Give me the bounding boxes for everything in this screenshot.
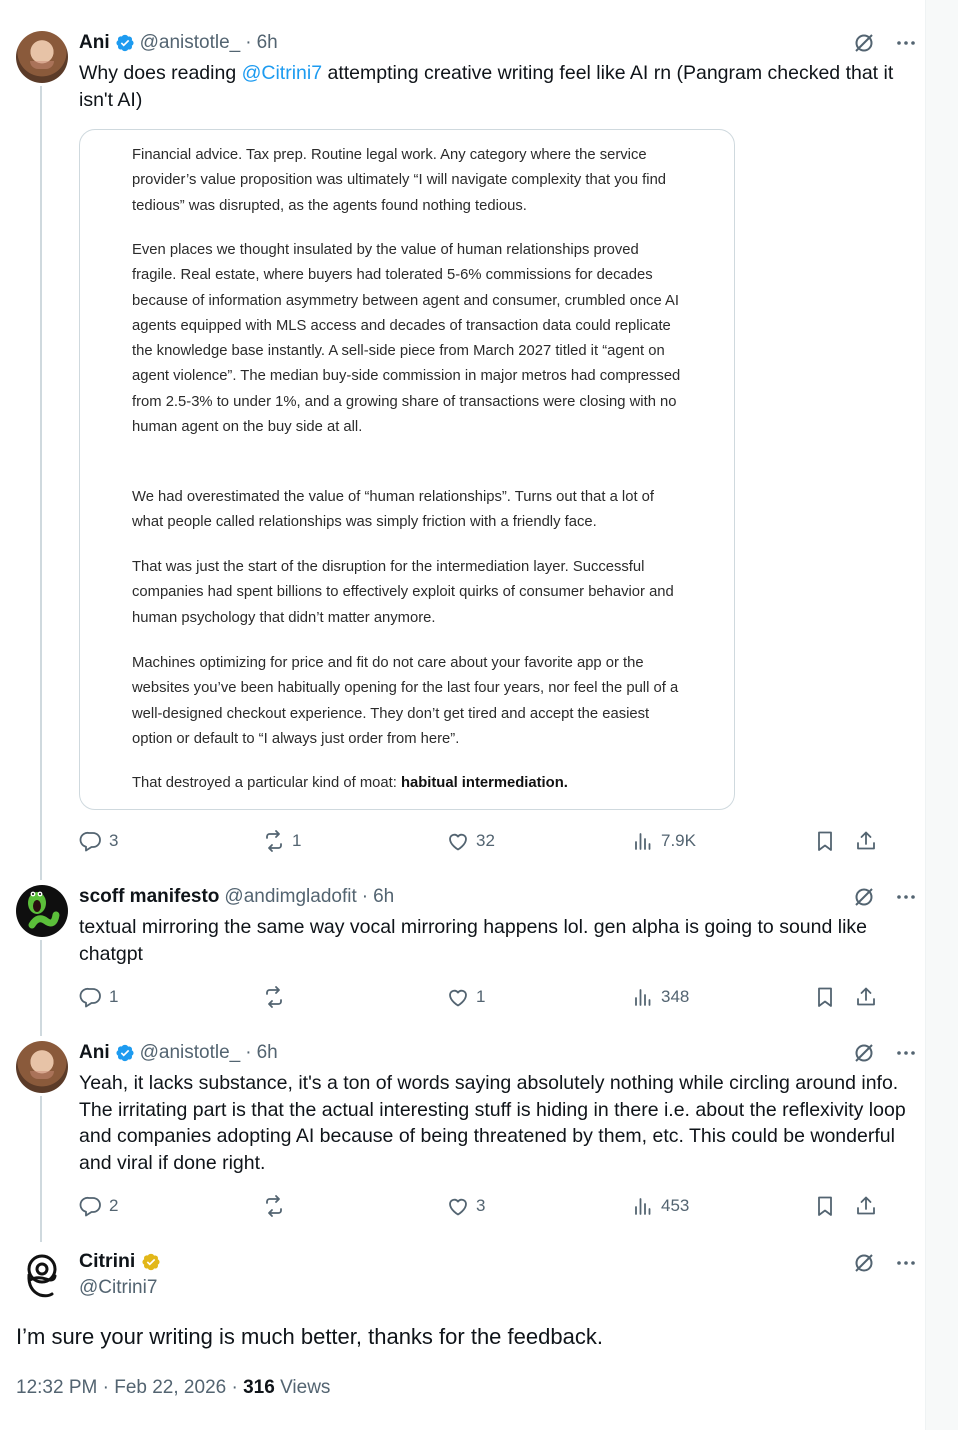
post-header [79,30,278,56]
image-paragraph: We had overestimated the value of “human relationships”. Turns out that a lot of what people called relationships was simply friction with a friendly face. [132,489,655,531]
share-icon [854,1194,878,1218]
post-time[interactable]: 12:32 PM [16,1377,98,1398]
action-bar [79,1192,881,1220]
avatar[interactable] [16,885,68,937]
post-text [79,60,909,113]
reply-icon [79,1194,103,1218]
post-date[interactable]: Feb 22, 2026 [114,1377,227,1398]
bookmark-button[interactable] [813,827,837,855]
more-icon[interactable] [894,1041,918,1065]
thread-line [40,86,42,880]
more-icon[interactable] [894,885,918,909]
post-header-icons [852,885,918,909]
more-icon[interactable] [894,31,918,55]
like-icon [446,1194,470,1218]
post-time[interactable]: 6h [373,886,395,907]
like-button[interactable] [446,1192,485,1220]
repost-icon [262,1194,286,1218]
views-count: 348 [661,987,690,1006]
reply-icon [79,829,103,853]
thread-line [40,1096,42,1242]
repost-count: 1 [292,831,302,850]
bookmark-button[interactable] [813,983,837,1011]
post-header-icons [852,1041,918,1065]
grok-icon[interactable] [852,1041,876,1065]
views-label: Views [280,1377,331,1398]
views-count: 316 [243,1377,275,1398]
bookmark-button[interactable] [813,1192,837,1220]
views-button[interactable] [631,1192,689,1220]
reply-count: 3 [109,831,119,850]
views-icon [631,985,655,1009]
views-count: 7.9K [661,831,696,850]
share-icon [854,829,878,853]
views-button[interactable] [631,827,696,855]
image-paragraph: That was just the start of the disruption for the intermediation layer. Successful companies had spent billions to effectively exploit quirks of consumer behavior and human psychology that didn’t matter anymore. [132,559,674,626]
author-name[interactable]: scoff manifesto [79,886,220,907]
post-header [79,1040,278,1066]
author-name[interactable]: Citrini [79,1250,136,1272]
post-text-segment: attempting creative writing feel like AI rn (Pangram checked that it isn't AI) [79,62,894,111]
bookmark-icon [813,985,837,1009]
views-icon [631,1194,655,1218]
post-text-segment: Why does reading [79,62,242,84]
attached-image[interactable] [79,129,735,810]
citrini-logo-icon [16,1250,68,1302]
reply-button[interactable] [79,1192,118,1220]
avatar[interactable] [16,1250,68,1302]
reply-count: 2 [109,1196,119,1215]
reply-count: 1 [109,987,119,1006]
image-paragraph: Machines optimizing for price and fit do not care about your favorite app or the websites you’ve been habitually opening for the last four years, nor feel the pull of a well-designed checkout experience. They don’t get tired and accept the easiest option or default to “I always just order from here”. [132,655,679,747]
share-button[interactable] [854,1192,878,1220]
repost-button[interactable] [262,983,292,1011]
like-button[interactable] [446,827,495,855]
more-icon[interactable] [894,1251,918,1275]
image-bold-text: habitual intermediation. [400,775,568,791]
action-bar [79,827,881,855]
verified-badge-icon [141,1252,161,1272]
avatar[interactable] [16,31,68,83]
repost-icon [262,985,286,1009]
grok-icon[interactable] [852,1251,876,1275]
worm-avatar-icon [16,885,68,937]
action-bar [79,983,881,1011]
like-count: 32 [476,831,495,850]
separator-dot: · [102,1377,109,1398]
verified-badge-icon [115,1043,135,1063]
reply-button[interactable] [79,983,118,1011]
like-count: 1 [476,987,486,1006]
like-button[interactable] [446,983,485,1011]
image-paragraph: Even places we thought insulated by the value of human relationships proved fragile. Real estate, where buyers had tolerated 5-6% commissions for decades because of information asymmetry between agent and consumer, crumbled once AI agents equipped with MLS access and decades of transaction data could replicate the knowledge base instantly. A sell-side piece from March 2027 titled it “agent on agent violence”. The median buy-side commission in major metros had compressed from 2.5-3% to under 1%, and a growing share of transactions were closing with no human agent on the buy side at all. [132,242,681,436]
share-button[interactable] [854,827,878,855]
grok-icon[interactable] [852,885,876,909]
author-name[interactable]: Ani [79,32,110,53]
image-paragraph-last [132,771,687,796]
share-button[interactable] [854,983,878,1011]
post-text: I’m sure your writing is much better, thanks for the feedback. [16,1324,603,1349]
author-handle[interactable]: @anistotle_ [139,32,241,53]
post-header [79,884,394,910]
views-count: 453 [661,1196,690,1215]
image-text: That destroyed a particular kind of moat: [132,775,401,791]
like-count: 3 [476,1196,486,1215]
post-time[interactable]: 6h [256,1042,278,1063]
author-name-row [79,1250,161,1273]
like-icon [446,829,470,853]
right-gutter [926,0,958,1430]
post-time[interactable]: 6h [256,32,278,53]
verified-badge-icon [115,33,135,53]
reply-icon [79,985,103,1009]
separator-dot: · [361,886,369,907]
grok-icon[interactable] [852,31,876,55]
avatar[interactable] [16,1041,68,1093]
thread-line [40,940,42,1036]
post-header-icons [852,1251,918,1275]
author-handle[interactable]: @andimgladofit [224,886,357,907]
image-paragraph: Financial advice. Tax prep. Routine legal work. Any category where the service provider’s value proposition was ultimately “I will navigate complexity that you find tedious” was disrupted, as the agents found nothing tedious. [132,147,667,214]
views-button[interactable] [631,983,689,1011]
author-name[interactable]: Ani [79,1042,110,1063]
separator-dot: · [245,1042,252,1063]
separator-dot: · [231,1377,238,1398]
separator-dot: · [245,32,252,53]
post-text: textual mirroring the same way vocal mirroring happens lol. gen alpha is going to sound like chatgpt [79,916,867,965]
post-header-icons [852,31,918,55]
bookmark-icon [813,829,837,853]
views-icon [631,829,655,853]
share-icon [854,985,878,1009]
repost-button[interactable] [262,1192,292,1220]
post-meta [16,1377,330,1399]
mention-link[interactable]: @Citrini7 [241,62,323,84]
repost-button[interactable] [262,827,301,855]
repost-icon [262,829,286,853]
author-handle[interactable]: @anistotle_ [139,1042,241,1063]
like-icon [446,985,470,1009]
bookmark-icon [813,1194,837,1218]
post-text: Yeah, it lacks substance, it's a ton of words saying absolutely nothing while circling around info. The irritating part is that the actual interesting stuff is hiding in there i.e. about the reflexivity loop and companies adopting AI because of being threatened by them, etc. This could be wonderful and viral if done right. [79,1072,906,1174]
reply-button[interactable] [79,827,118,855]
author-handle[interactable]: @Citrini7 [79,1277,158,1298]
